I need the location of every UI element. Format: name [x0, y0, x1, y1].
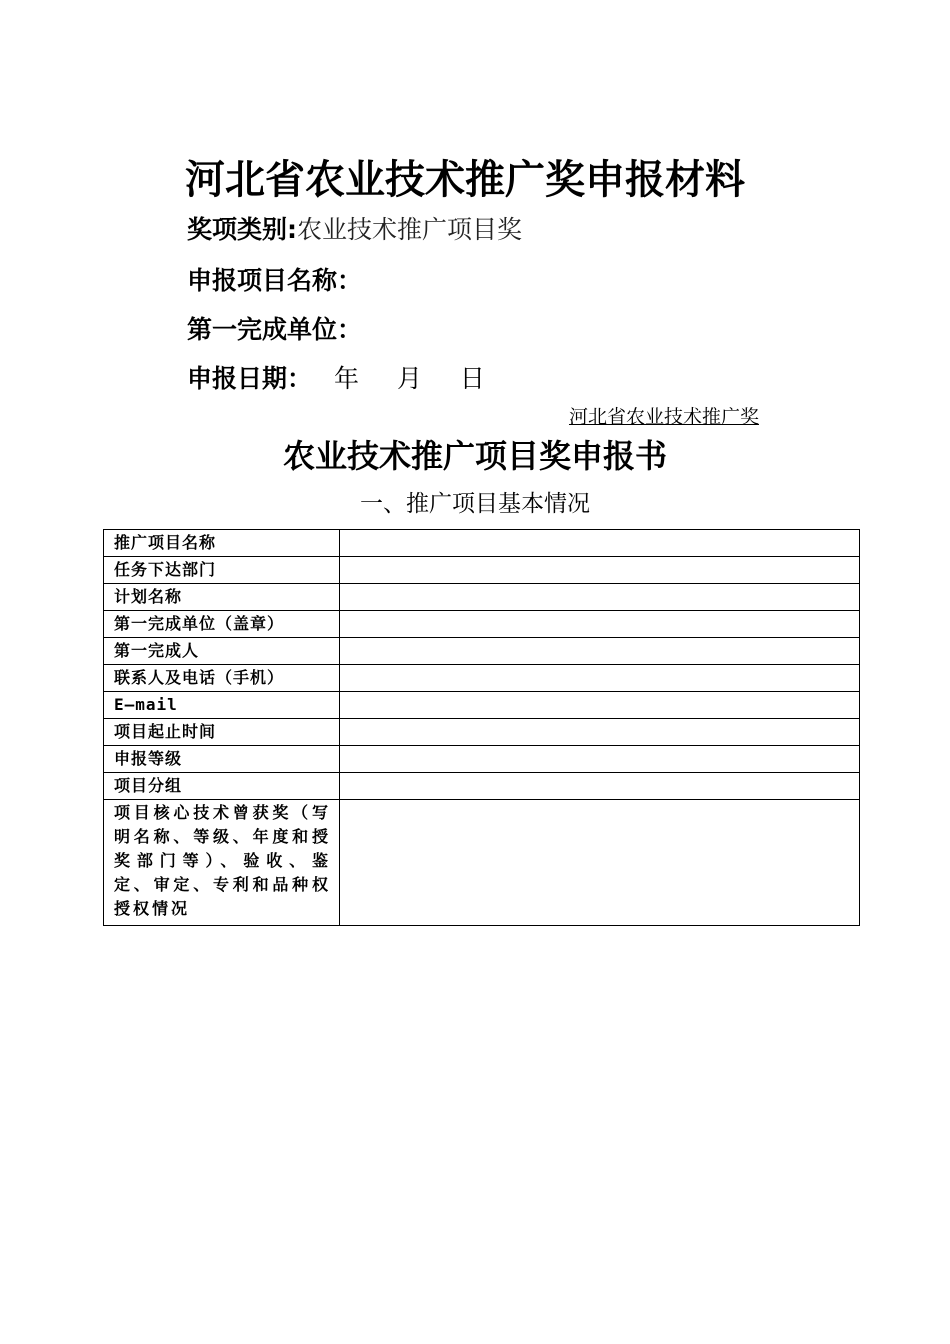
row-label: 计划名称: [104, 584, 340, 611]
table-row: [104, 746, 860, 773]
row-value-field[interactable]: [340, 584, 860, 611]
award-category-label: 奖项类别:: [187, 215, 297, 244]
date-label: 申报日期：: [187, 364, 313, 393]
row-value-field[interactable]: [340, 746, 860, 773]
table-row: [104, 665, 860, 692]
date-month: 月: [396, 364, 422, 393]
award-category-line: [187, 213, 522, 247]
basic-info-table: [103, 529, 860, 926]
row-label: 项目分组: [104, 773, 340, 800]
org-underlined: 河北省农业技术推广奖: [568, 406, 759, 428]
row-label: 项目起止时间: [104, 719, 340, 746]
row-value-field[interactable]: [340, 719, 860, 746]
row-value-field[interactable]: [340, 557, 860, 584]
table-row: [104, 530, 860, 557]
section-title: 一、推广项目基本情况: [360, 491, 590, 517]
date-line: [187, 362, 485, 396]
row-label: E—mail: [104, 692, 340, 719]
date-day: 日: [459, 364, 485, 393]
row-value-field[interactable]: [340, 800, 860, 926]
row-value-field[interactable]: [340, 692, 860, 719]
project-name-line: [187, 264, 362, 298]
row-value-field[interactable]: [340, 638, 860, 665]
doc-title: 农业技术推广项目奖申报书: [282, 437, 667, 475]
table-row: [104, 800, 860, 926]
row-value-field[interactable]: [340, 773, 860, 800]
table-row: [104, 584, 860, 611]
table-row: [104, 773, 860, 800]
row-label: 联系人及电话（手机）: [104, 665, 340, 692]
row-value-field[interactable]: [340, 665, 860, 692]
row-label: 申报等级: [104, 746, 340, 773]
award-category-value: 农业技术推广项目奖: [297, 215, 523, 244]
first-unit-label: 第一完成单位：: [187, 315, 363, 344]
table-row: [104, 638, 860, 665]
row-label: 第一完成人: [104, 638, 340, 665]
row-value-field[interactable]: [340, 530, 860, 557]
table-row: [104, 557, 860, 584]
row-label: 项目核心技术曾获奖（写明名称、等级、年度和授奖部门等）、验收、鉴定、审定、专利和品种权授权情况: [104, 800, 340, 926]
row-value-field[interactable]: [340, 611, 860, 638]
row-label: 推广项目名称: [104, 530, 340, 557]
table-row: [104, 611, 860, 638]
first-unit-line: [187, 313, 362, 347]
row-label: 任务下达部门: [104, 557, 340, 584]
row-label: 第一完成单位（盖章）: [104, 611, 340, 638]
project-name-label: 申报项目名称：: [187, 266, 363, 295]
date-year: 年: [333, 364, 359, 393]
main-title: 河北省农业技术推广奖申报材料: [185, 156, 745, 203]
table-row: [104, 719, 860, 746]
table-row: [104, 692, 860, 719]
